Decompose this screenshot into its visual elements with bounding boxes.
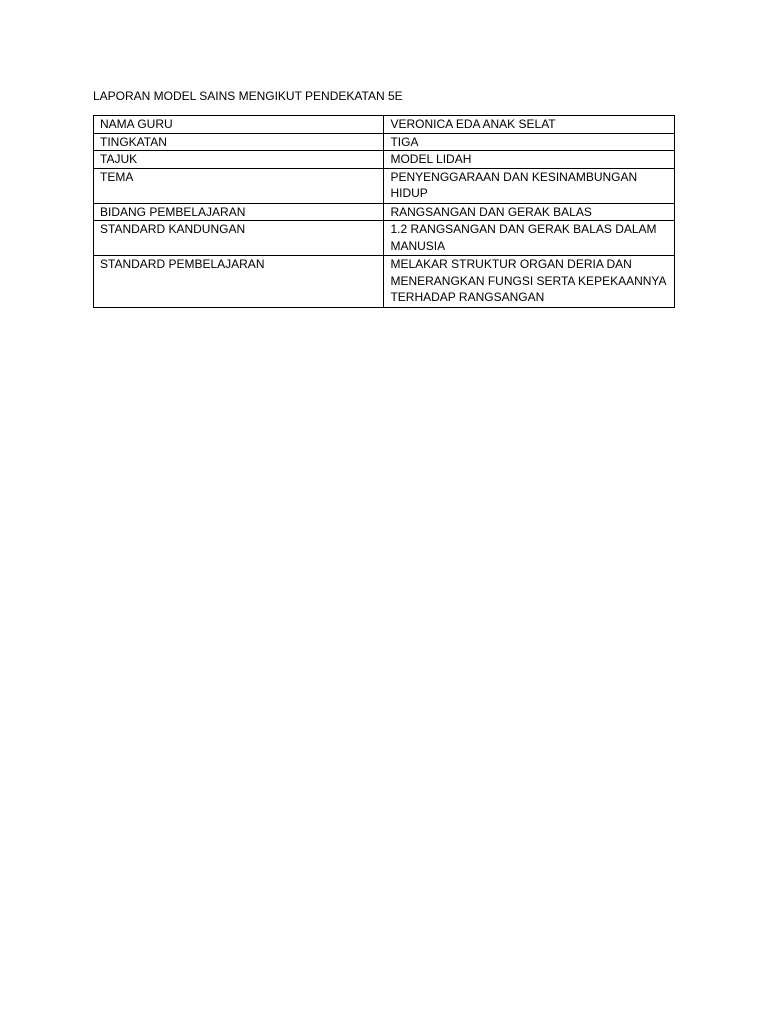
row-value-tingkatan: TIGA [384,133,675,151]
table-row [94,133,675,151]
row-value-bidang-pembelajaran: RANGSANGAN DAN GERAK BALAS [384,203,675,221]
row-label-nama-guru: NAMA GURU [94,116,384,134]
row-label-tajuk: TAJUK [94,151,384,169]
table-row [94,203,675,221]
table-row [94,221,675,256]
table-row [94,168,675,203]
info-table [93,115,675,308]
document-title: LAPORAN MODEL SAINS MENGIKUT PENDEKATAN 5E [93,89,403,103]
row-value-standard-kandungan: 1.2 RANGSANGAN DAN GERAK BALAS DALAM MANUSIA [384,221,675,256]
row-value-tema: PENYENGGARAAN DAN KESINAMBUNGAN HIDUP [384,168,675,203]
row-label-bidang-pembelajaran: BIDANG PEMBELAJARAN [94,203,384,221]
row-label-standard-kandungan: STANDARD KANDUNGAN [94,221,384,256]
row-label-standard-pembelajaran: STANDARD PEMBELAJARAN [94,256,384,308]
row-value-nama-guru: VERONICA EDA ANAK SELAT [384,116,675,134]
row-value-standard-pembelajaran: MELAKAR STRUKTUR ORGAN DERIA DAN MENERANGKAN FUNGSI SERTA KEPEKAANNYA TERHADAP RANGSANGAN [384,256,675,308]
row-value-tajuk: MODEL LIDAH [384,151,675,169]
table-row [94,116,675,134]
row-label-tingkatan: TINGKATAN [94,133,384,151]
table-row [94,151,675,169]
table-row [94,256,675,308]
row-label-tema: TEMA [94,168,384,203]
